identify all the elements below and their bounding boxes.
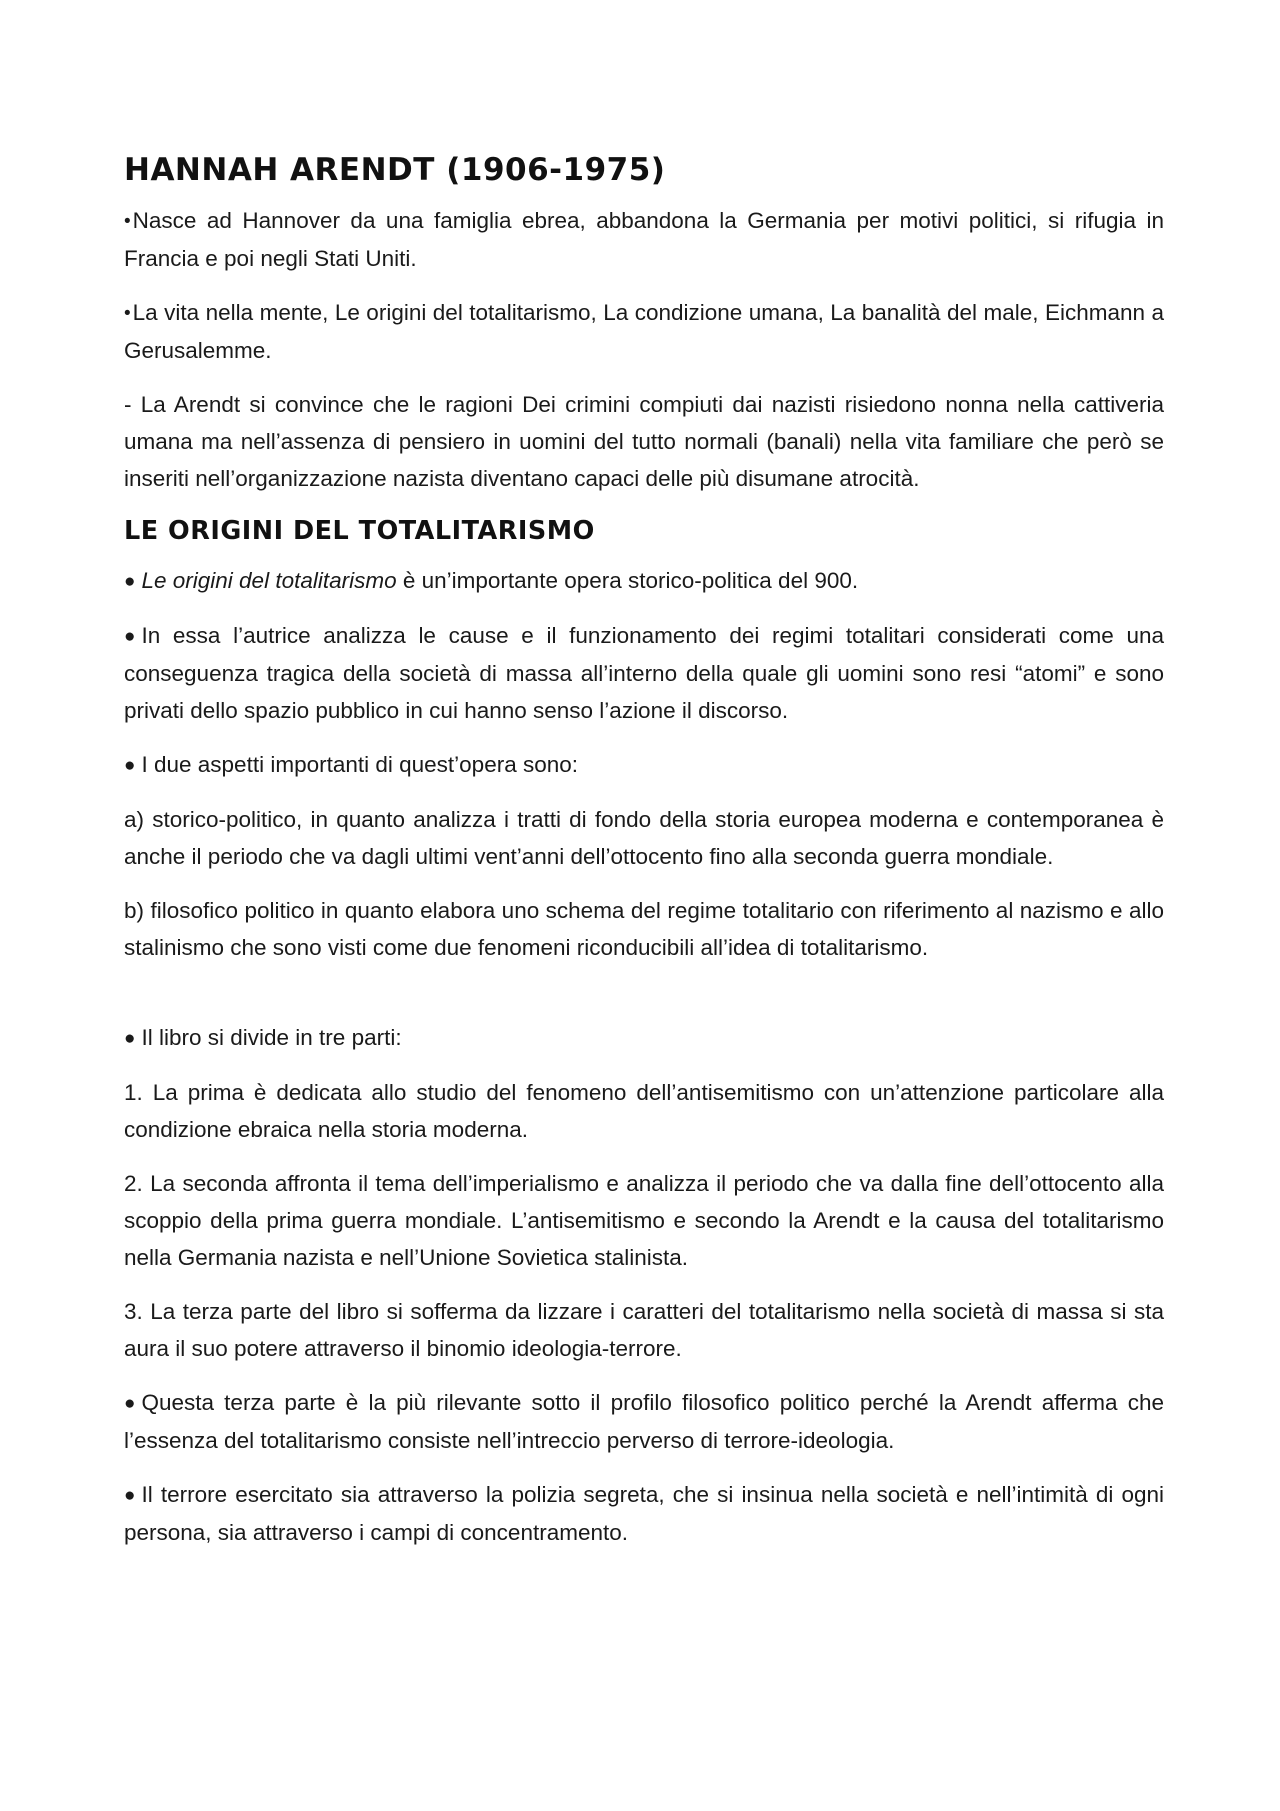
- bullet-paragraph: [124, 746, 1164, 784]
- numbered-item-3: 3. La terza parte del libro si sofferma da lizzare i caratteri del totalitarismo nella società di massa si sta aura il suo potere attraverso il binomio ideologia-terrore.: [124, 1299, 1164, 1361]
- bullet-paragraph: [124, 617, 1164, 729]
- paragraph-text: Il terrore esercitato sia attraverso la polizia segreta, che si insinua nella società e nell’intimità di ogni persona, sia attraverso i campi di concentramento.: [124, 1482, 1164, 1545]
- blank-line: [124, 983, 1164, 1019]
- page-title: HANNAH ARENDT (1906-1975): [124, 152, 666, 188]
- section-heading: LE ORIGINI DEL TOTALITARISMO: [124, 516, 595, 546]
- intro-paragraph-birth: [124, 202, 1164, 277]
- document-page: [124, 150, 1164, 1568]
- paragraph-text: Questa terza parte è la più rilevante sotto il profilo filosofico politico perché la Arendt afferma che l’essenza del totalitarismo consiste nell’intreccio perverso di terrore-ideologia.: [124, 1390, 1164, 1453]
- paragraph-text: La vita nella mente, Le origini del totalitarismo, La condizione umana, La banalità del male, Eichmann a Gerusalemme.: [124, 300, 1164, 363]
- bullet-glyph: ●: [124, 626, 136, 647]
- paragraph-text: è un’importante opera storico-politica del 900.: [396, 568, 859, 593]
- paragraph-text: In essa l’autrice analizza le cause e il funzionamento dei regimi totalitari considerati come una conseguenza tragica della società di massa all’interno della quale gli uomini sono resi “atomi” e sono privati dello spazio pubblico in cui hanno senso l’azione il discorso.: [124, 623, 1164, 723]
- bullet-paragraph: [124, 1019, 1164, 1057]
- bullet-glyph: •: [124, 211, 131, 232]
- list-item-b: b) filosofico politico in quanto elabora uno schema del regime totalitario con riferimento al nazismo e allo stalinismo che sono visti come due fenomeni riconducibili all’idea di totalitarismo.: [124, 898, 1164, 960]
- bullet-paragraph: [124, 1384, 1164, 1459]
- bullet-glyph: ●: [124, 755, 136, 776]
- bullet-paragraph: [124, 562, 1164, 600]
- paragraph-text: Il libro si divide in tre parti:: [141, 1025, 402, 1050]
- intro-paragraph-works: [124, 294, 1164, 369]
- intro-paragraph-thesis: - La Arendt si convince che le ragioni Dei crimini compiuti dai nazisti risiedono nonna nella cattiveria umana ma nell’assenza di pensiero in uomini del tutto normali (banali) nella vita familiare che però se inseriti nell’organizzazione nazista diventano capaci delle più disumane atrocità.: [124, 392, 1164, 491]
- book-title: Le origini del totalitarismo: [141, 568, 397, 593]
- bullet-paragraph: [124, 1476, 1164, 1551]
- bullet-glyph: ●: [124, 571, 136, 592]
- numbered-item-1: 1. La prima è dedicata allo studio del fenomeno dell’antisemitismo con un’attenzione particolare alla condizione ebraica nella storia moderna.: [124, 1080, 1164, 1142]
- bullet-glyph: ●: [124, 1028, 136, 1049]
- paragraph-text: Nasce ad Hannover da una famiglia ebrea, abbandona la Germania per motivi politici, si rifugia in Francia e poi negli Stati Uniti.: [124, 208, 1164, 271]
- numbered-item-2: 2. La seconda affronta il tema dell’imperialismo e analizza il periodo che va dalla fine dell’ottocento alla scoppio della prima guerra mondiale. L’antisemitismo e secondo la Arendt e la causa del totalitarismo nella Germania nazista e nell’Unione Sovietica stalinista.: [124, 1171, 1164, 1270]
- bullet-glyph: ●: [124, 1393, 136, 1414]
- paragraph-text: I due aspetti importanti di quest’opera sono:: [141, 752, 579, 777]
- bullet-glyph: ●: [124, 1485, 136, 1506]
- list-item-a: a) storico-politico, in quanto analizza i tratti di fondo della storia europea moderna e contemporanea è anche il periodo che va dagli ultimi vent’anni dell’ottocento fino alla seconda guerra mondiale.: [124, 807, 1164, 869]
- bullet-glyph: •: [124, 303, 131, 324]
